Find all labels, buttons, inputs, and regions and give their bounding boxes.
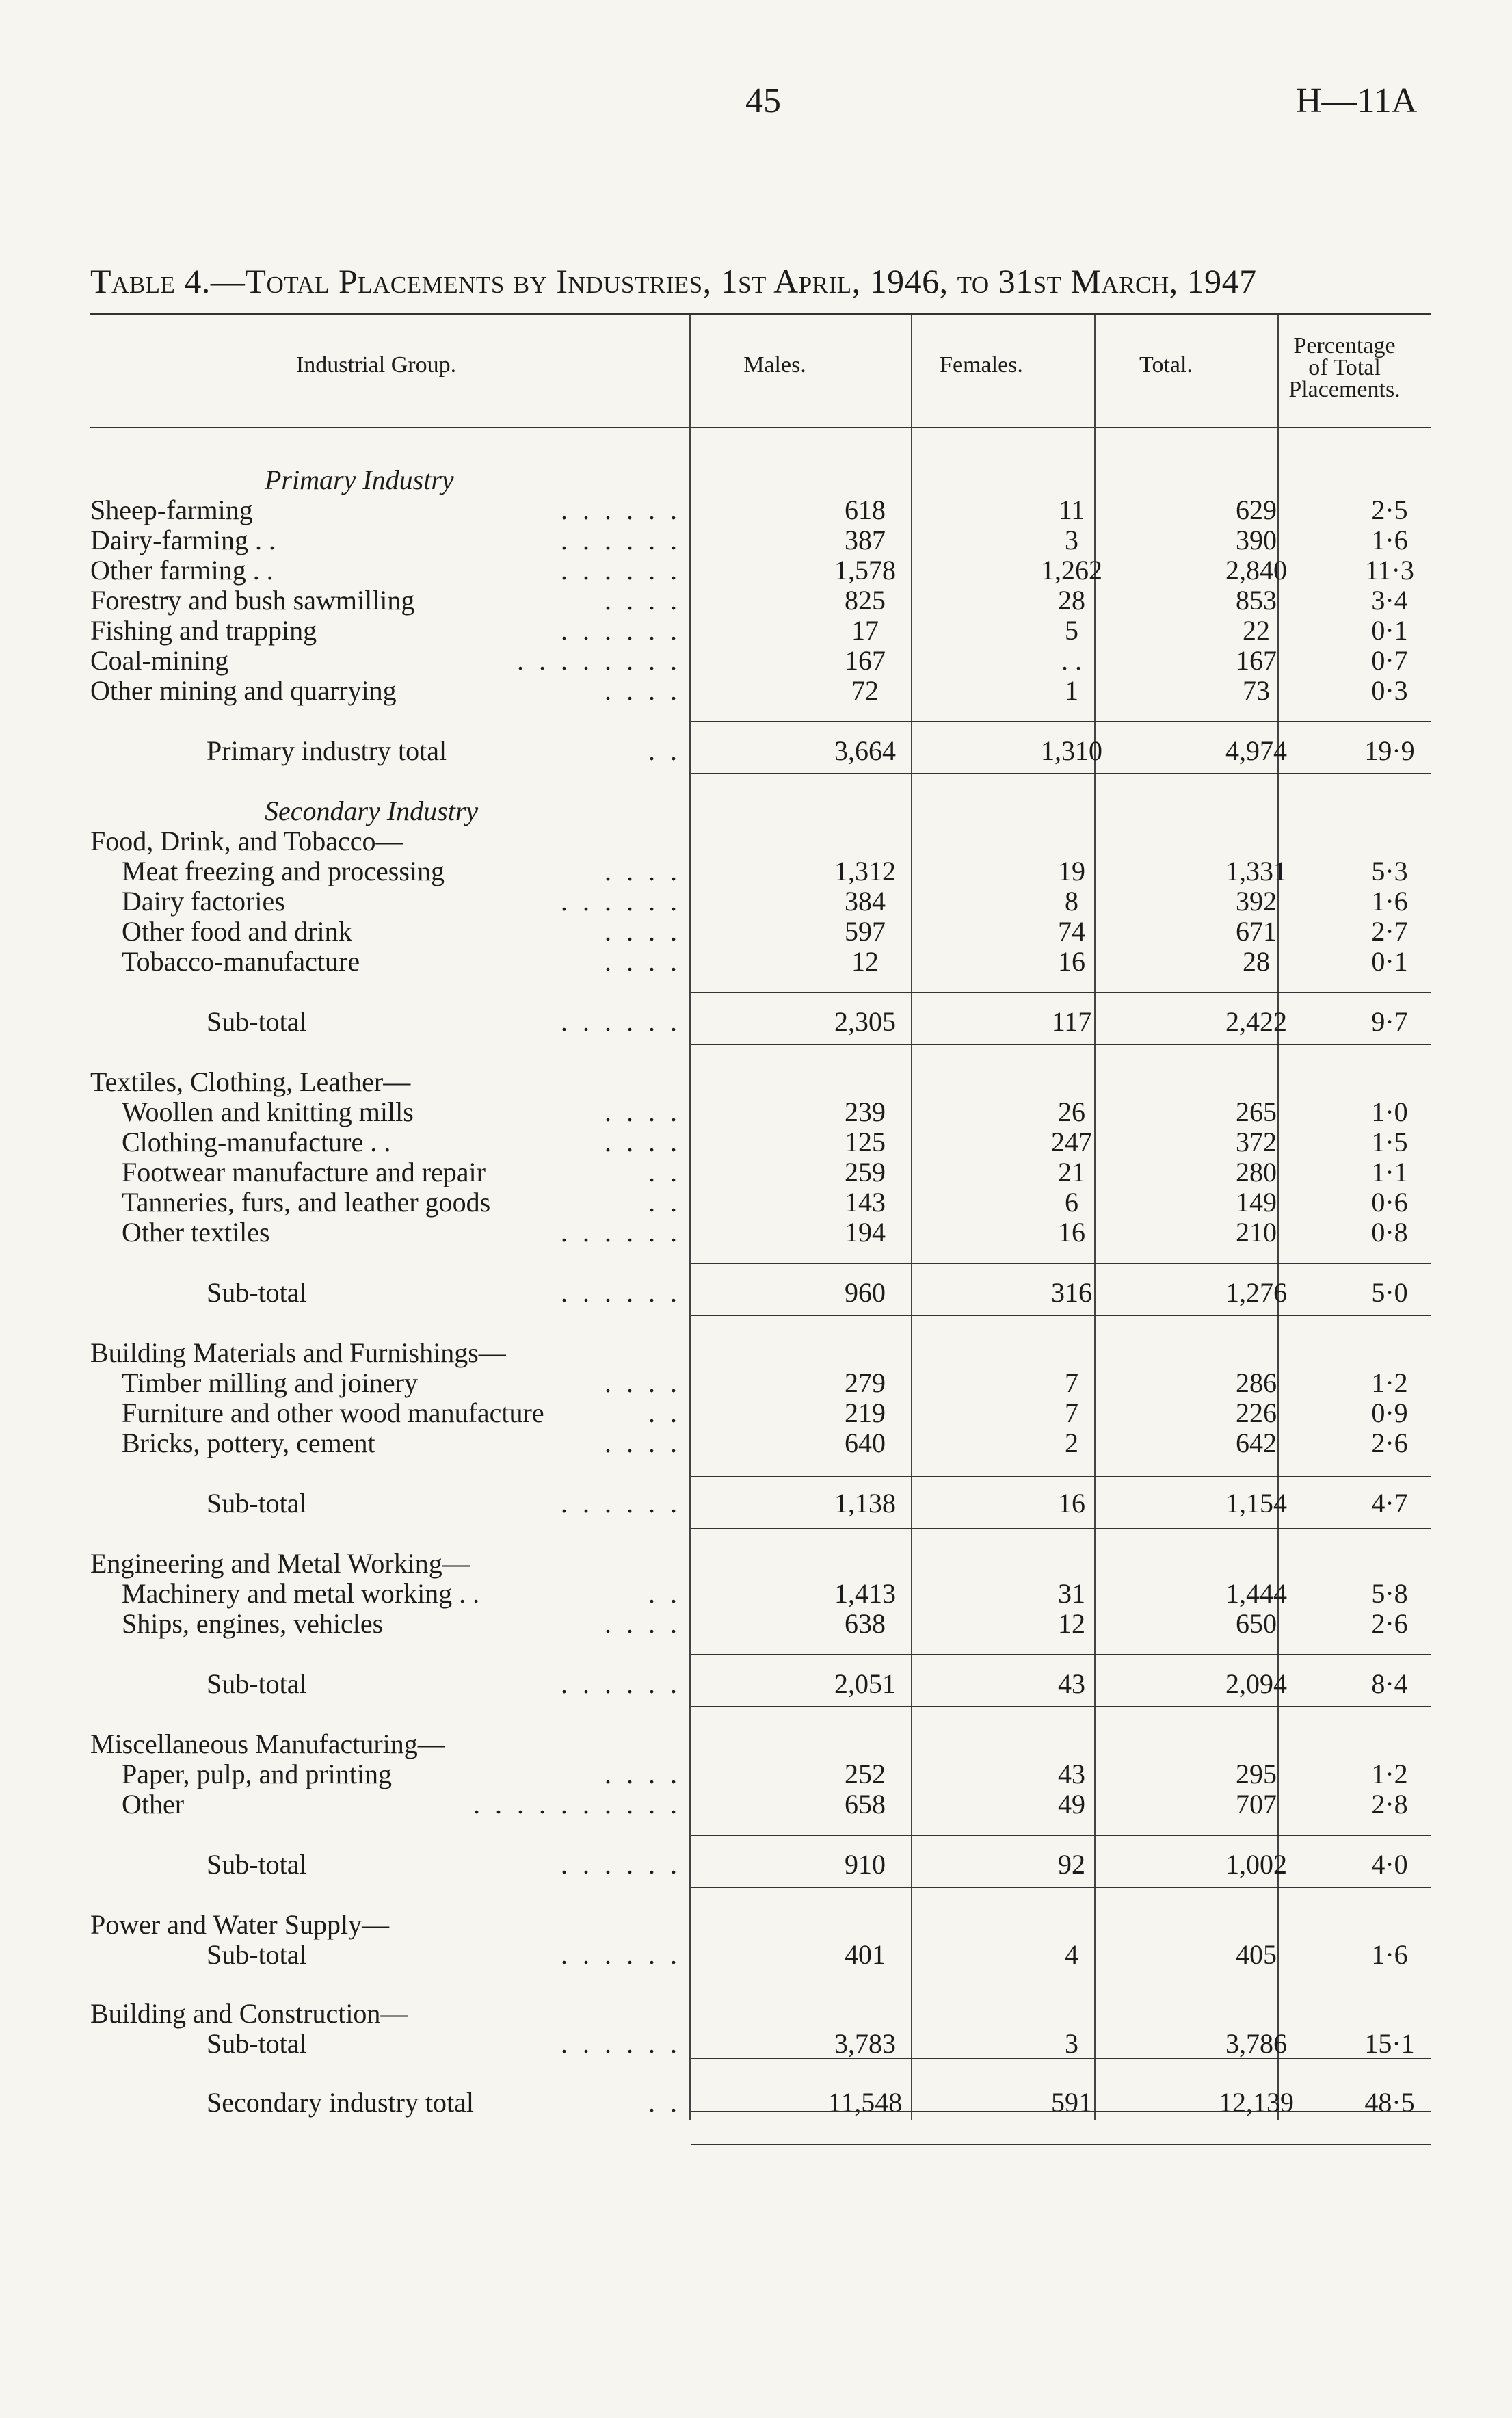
table-row — [90, 1609, 1431, 1639]
total-rule — [691, 2111, 1431, 2112]
row-label: Other mining and quarrying — [90, 675, 397, 706]
row-label: Primary industry total — [207, 735, 447, 766]
cell-percentage: 1·6 — [1371, 886, 1408, 917]
group-heading-row — [90, 826, 1431, 856]
column-header-females: Females. — [940, 352, 1023, 378]
table-row — [90, 1789, 1431, 1819]
group-heading-row — [90, 1999, 1431, 2029]
cell-males: 3,783 — [834, 2028, 896, 2059]
total-rule — [691, 2144, 1431, 2145]
cell-females: 92 — [1058, 1849, 1085, 1880]
group-heading-row — [90, 1067, 1431, 1097]
cell-males: 1,578 — [834, 555, 896, 586]
cell-percentage: 1·2 — [1371, 1367, 1408, 1398]
leader-dots: . . . . . . . . — [517, 645, 681, 676]
leader-dots: . . . . . . — [561, 1849, 681, 1880]
cell-females: 26 — [1058, 1096, 1085, 1127]
cell-percentage: 5·8 — [1371, 1578, 1408, 1609]
cell-females: 16 — [1058, 946, 1085, 977]
column-header-group: Industrial Group. — [295, 352, 457, 378]
cell-total: 149 — [1236, 1187, 1277, 1218]
cell-percentage: 0·7 — [1371, 645, 1408, 676]
leader-dots: . . . . . . — [561, 2028, 681, 2059]
table-row — [90, 886, 1431, 917]
cell-total: 1,002 — [1225, 1849, 1287, 1880]
cell-total: 210 — [1236, 1217, 1277, 1248]
row-label: Sub-total — [207, 1939, 307, 1970]
row-label: Primary Industry — [265, 464, 454, 495]
row-label: Sub-total — [207, 1668, 307, 1699]
table-row — [90, 2029, 1431, 2059]
table-row — [90, 736, 1431, 766]
cell-total: 265 — [1236, 1096, 1277, 1127]
cell-percentage: 9·7 — [1371, 1006, 1408, 1037]
cell-total: 2,094 — [1225, 1668, 1287, 1699]
leader-dots: . . . . — [605, 1127, 681, 1157]
cell-total: 1,154 — [1225, 1488, 1287, 1519]
row-label: Meat freezing and processing — [122, 856, 445, 886]
cell-percentage: 11·3 — [1365, 555, 1414, 586]
cell-males: 143 — [845, 1187, 886, 1218]
row-label: Sub-total — [207, 1277, 307, 1308]
leader-dots: . . . . . . — [561, 886, 681, 917]
leader-dots: . . . . — [605, 856, 681, 886]
row-label: Miscellaneous Manufacturing— — [90, 1729, 445, 1759]
cell-females: 43 — [1058, 1668, 1085, 1699]
cell-total: 3,786 — [1225, 2028, 1287, 2059]
row-label: Sheep-farming — [90, 495, 253, 525]
table-row — [90, 1940, 1431, 1970]
cell-percentage: 3·4 — [1371, 585, 1408, 616]
table-row — [90, 1850, 1431, 1880]
total-rule — [691, 1654, 1431, 1655]
leader-dots: . . . . . . — [561, 495, 681, 525]
leader-dots: . . — [648, 2087, 681, 2118]
cell-males: 401 — [845, 1939, 886, 1970]
cell-males: 825 — [845, 585, 886, 616]
cell-percentage: 15·1 — [1364, 2028, 1415, 2059]
cell-females: 591 — [1051, 2087, 1092, 2118]
cell-total: 73 — [1243, 675, 1270, 706]
table-title — [90, 261, 1431, 301]
table-row — [90, 1097, 1431, 1127]
cell-females: 16 — [1058, 1217, 1085, 1248]
cell-total: 671 — [1236, 916, 1277, 947]
cell-total: 1,331 — [1225, 856, 1287, 886]
cell-total: 286 — [1236, 1367, 1277, 1398]
table-row — [90, 676, 1431, 706]
cell-females: 74 — [1058, 916, 1085, 947]
cell-percentage: 1·1 — [1371, 1157, 1408, 1187]
cell-males: 1,413 — [834, 1578, 896, 1609]
table-row — [90, 856, 1431, 886]
cell-percentage: 2·5 — [1371, 495, 1408, 525]
row-label: Furniture and other wood manufacture — [122, 1397, 544, 1428]
cell-females: 21 — [1058, 1157, 1085, 1187]
cell-females: 49 — [1058, 1789, 1085, 1819]
cell-males: 219 — [845, 1397, 886, 1428]
cell-percentage: 0·9 — [1371, 1397, 1408, 1428]
cell-females: 28 — [1058, 585, 1085, 616]
leader-dots: . . — [648, 1187, 681, 1218]
table-row — [90, 1127, 1431, 1157]
cell-females: 7 — [1065, 1397, 1078, 1428]
table-row — [90, 646, 1431, 676]
row-label: Other — [122, 1789, 185, 1819]
cell-females: 3 — [1065, 2028, 1078, 2059]
group-heading-row — [90, 1910, 1431, 1940]
cell-females: 1,310 — [1041, 735, 1102, 766]
table-title-main: Total Placements by Industries, 1st April, 1946, to 31st March, 1947 — [245, 262, 1257, 300]
cell-males: 3,664 — [834, 735, 896, 766]
leader-dots: . . . . — [605, 1096, 681, 1127]
cell-males: 658 — [845, 1789, 886, 1819]
cell-females: 2 — [1065, 1428, 1078, 1458]
cell-percentage: 2·6 — [1371, 1428, 1408, 1458]
leader-dots: . . — [648, 1157, 681, 1187]
cell-females: 316 — [1051, 1277, 1092, 1308]
table-row — [90, 1669, 1431, 1699]
table-row — [90, 1759, 1431, 1789]
leader-dots: . . . . . . — [561, 1939, 681, 1970]
table-row — [90, 947, 1431, 977]
leader-dots: . . . . — [605, 916, 681, 947]
cell-males: 259 — [845, 1157, 886, 1187]
total-rule — [691, 2058, 1431, 2059]
cell-total: 853 — [1236, 585, 1277, 616]
table-row — [90, 495, 1431, 525]
column-header-males: Males. — [743, 352, 806, 378]
cell-percentage: 0·6 — [1371, 1187, 1408, 1218]
table-row — [90, 555, 1431, 586]
table-title-prefix: Table 4.— — [90, 262, 246, 300]
row-label: Tanneries, furs, and leather goods — [122, 1187, 491, 1218]
cell-total: 1,444 — [1225, 1578, 1287, 1609]
cell-total: 4,974 — [1225, 735, 1287, 766]
cell-percentage: 0·8 — [1371, 1217, 1408, 1248]
table-row — [90, 616, 1431, 646]
row-label: Footwear manufacture and repair — [122, 1157, 486, 1187]
total-rule — [691, 1044, 1431, 1045]
cell-females: 117 — [1051, 1006, 1092, 1037]
cell-males: 597 — [845, 916, 886, 947]
cell-females: 1 — [1065, 675, 1078, 706]
total-rule — [691, 1315, 1431, 1316]
cell-total: 707 — [1236, 1789, 1277, 1819]
leader-dots: . . . . . . — [561, 525, 681, 555]
row-label: Dairy-farming . . — [90, 525, 276, 555]
row-label: Other farming . . — [90, 555, 274, 586]
cell-percentage: 1·6 — [1371, 1939, 1408, 1970]
leader-dots: . . — [648, 1578, 681, 1609]
row-label: Textiles, Clothing, Leather— — [90, 1066, 411, 1097]
cell-females: 5 — [1065, 615, 1078, 646]
document-reference: H—11A — [1296, 81, 1418, 120]
leader-dots: . . — [648, 1397, 681, 1428]
cell-females: 16 — [1058, 1488, 1085, 1519]
leader-dots: . . . . . . — [561, 1488, 681, 1519]
cell-males: 194 — [845, 1217, 886, 1248]
cell-total: 392 — [1236, 886, 1277, 917]
cell-males: 239 — [845, 1096, 886, 1127]
cell-males: 252 — [845, 1759, 886, 1789]
cell-percentage: 4·7 — [1371, 1488, 1408, 1519]
table-row — [90, 1278, 1431, 1308]
cell-males: 387 — [845, 525, 886, 555]
cell-total: 372 — [1236, 1127, 1277, 1157]
total-rule — [691, 992, 1431, 993]
cell-percentage: 0·3 — [1371, 675, 1408, 706]
cell-females: 11 — [1058, 495, 1085, 525]
table-row — [90, 525, 1431, 555]
row-label: Paper, pulp, and printing — [122, 1759, 392, 1789]
table-top-rule — [90, 313, 1431, 315]
leader-dots: . . . . — [605, 585, 681, 616]
table-row — [90, 2088, 1431, 2118]
cell-percentage: 1·0 — [1371, 1096, 1408, 1127]
cell-percentage: 5·3 — [1371, 856, 1408, 886]
cell-total: 629 — [1236, 495, 1277, 525]
row-label: Food, Drink, and Tobacco— — [90, 826, 403, 856]
leader-dots: . . . . . . — [561, 1006, 681, 1037]
cell-percentage: 0·1 — [1371, 615, 1408, 646]
cell-females: 31 — [1058, 1578, 1085, 1609]
leader-dots: . . . . . . . . . . — [473, 1789, 681, 1819]
cell-total: 295 — [1236, 1759, 1277, 1789]
table-row — [90, 1157, 1431, 1187]
row-label: Timber milling and joinery — [122, 1367, 418, 1398]
cell-percentage: 2·8 — [1371, 1789, 1408, 1819]
table-row — [90, 1187, 1431, 1218]
total-rule — [691, 773, 1431, 774]
cell-females: 6 — [1065, 1187, 1078, 1218]
cell-males: 72 — [851, 675, 879, 706]
cell-females: 19 — [1058, 856, 1085, 886]
total-rule — [691, 1263, 1431, 1264]
cell-percentage: 5·0 — [1371, 1277, 1408, 1308]
leader-dots: . . — [648, 735, 681, 766]
leader-dots: . . . . — [605, 675, 681, 706]
cell-males: 638 — [845, 1608, 886, 1639]
cell-males: 640 — [845, 1428, 886, 1458]
cell-females: 4 — [1065, 1939, 1078, 1970]
header-bottom-rule — [90, 427, 1431, 428]
cell-females: 8 — [1065, 886, 1078, 917]
table-row — [90, 1579, 1431, 1609]
cell-total: 280 — [1236, 1157, 1277, 1187]
cell-males: 2,305 — [834, 1006, 896, 1037]
row-label: Clothing-manufacture . . — [122, 1127, 391, 1157]
cell-total: 12,139 — [1219, 2087, 1294, 2118]
cell-males: 167 — [845, 645, 886, 676]
row-label: Ships, engines, vehicles — [122, 1608, 384, 1639]
row-label: Secondary Industry — [265, 796, 479, 826]
leader-dots: . . . . . . — [561, 615, 681, 646]
cell-percentage: 19·9 — [1364, 735, 1415, 766]
cell-males: 125 — [845, 1127, 886, 1157]
row-label: Dairy factories — [122, 886, 285, 917]
cell-females: 7 — [1065, 1367, 1078, 1398]
column-header-total: Total. — [1139, 352, 1193, 378]
cell-females: 12 — [1058, 1608, 1085, 1639]
row-label: Sub-total — [207, 1006, 307, 1037]
cell-males: 11,548 — [827, 2087, 903, 2118]
leader-dots: . . . . . . — [561, 1668, 681, 1699]
row-label: Other food and drink — [122, 916, 352, 947]
row-label: Sub-total — [207, 1849, 307, 1880]
cell-percentage: 8·4 — [1371, 1668, 1408, 1699]
cell-males: 1,312 — [834, 856, 896, 886]
row-label: Other textiles — [122, 1217, 270, 1248]
table-row — [90, 586, 1431, 616]
cell-total: 2,840 — [1225, 555, 1287, 586]
cell-males: 2,051 — [834, 1668, 896, 1699]
cell-males: 17 — [851, 615, 879, 646]
cell-females: . . — [1061, 645, 1082, 676]
row-label: Tobacco-manufacture — [122, 946, 360, 977]
column-header-percentage-line1: Percentage — [1293, 333, 1396, 358]
total-rule — [691, 1835, 1431, 1836]
leader-dots: . . . . — [605, 1428, 681, 1458]
cell-total: 22 — [1243, 615, 1270, 646]
cell-females: 43 — [1058, 1759, 1085, 1789]
row-label: Engineering and Metal Working— — [90, 1548, 470, 1579]
total-rule — [691, 1476, 1431, 1477]
cell-males: 960 — [845, 1277, 886, 1308]
row-label: Bricks, pottery, cement — [122, 1428, 375, 1458]
cell-males: 618 — [845, 495, 886, 525]
cell-total: 2,422 — [1225, 1006, 1287, 1037]
cell-males: 910 — [845, 1849, 886, 1880]
cell-males: 1,138 — [834, 1488, 896, 1519]
cell-males: 279 — [845, 1367, 886, 1398]
section-heading-row — [90, 465, 1431, 495]
row-label: Sub-total — [207, 2028, 307, 2059]
column-header-percentage-line3: Placements. — [1288, 377, 1401, 402]
cell-percentage: 1·5 — [1371, 1127, 1408, 1157]
page-number: 45 — [745, 81, 781, 120]
table-row — [90, 1428, 1431, 1458]
cell-percentage: 1·6 — [1371, 525, 1408, 555]
leader-dots: . . . . . . — [561, 555, 681, 586]
section-heading-row — [90, 796, 1431, 826]
cell-total: 226 — [1236, 1397, 1277, 1428]
cell-percentage: 1·2 — [1371, 1759, 1408, 1789]
row-label: Coal-mining — [90, 645, 229, 676]
cell-total: 650 — [1236, 1608, 1277, 1639]
leader-dots: . . . . . . — [561, 1217, 681, 1248]
row-label: Machinery and metal working . . — [122, 1578, 480, 1609]
leader-dots: . . . . — [605, 946, 681, 977]
group-heading-row — [90, 1549, 1431, 1579]
cell-percentage: 48·5 — [1364, 2087, 1415, 2118]
cell-total: 405 — [1236, 1939, 1277, 1970]
total-rule — [691, 1528, 1431, 1529]
row-label: Forestry and bush sawmilling — [90, 585, 415, 616]
total-rule — [691, 721, 1431, 722]
cell-percentage: 0·1 — [1371, 946, 1408, 977]
group-heading-row — [90, 1338, 1431, 1368]
cell-total: 1,276 — [1225, 1277, 1287, 1308]
total-rule — [691, 1706, 1431, 1707]
cell-percentage: 2·6 — [1371, 1608, 1408, 1639]
leader-dots: . . . . . . — [561, 1277, 681, 1308]
cell-males: 384 — [845, 886, 886, 917]
cell-percentage: 2·7 — [1371, 916, 1408, 947]
table-row — [90, 917, 1431, 947]
row-label: Power and Water Supply— — [90, 1909, 390, 1940]
column-header-percentage-line2: of Total — [1308, 355, 1381, 380]
row-label: Woollen and knitting mills — [122, 1096, 414, 1127]
row-label: Sub-total — [207, 1488, 307, 1519]
table-row — [90, 1398, 1431, 1428]
group-heading-row — [90, 1729, 1431, 1759]
cell-females: 3 — [1065, 525, 1078, 555]
leader-dots: . . . . — [605, 1367, 681, 1398]
cell-females: 1,262 — [1041, 555, 1102, 586]
table-row — [90, 1218, 1431, 1248]
table-row — [90, 1488, 1431, 1519]
row-label: Building and Construction— — [90, 1998, 408, 2029]
column-header-percentage — [1258, 335, 1431, 401]
row-label: Building Materials and Furnishings— — [90, 1337, 506, 1368]
cell-total: 167 — [1236, 645, 1277, 676]
table-row — [90, 1368, 1431, 1398]
leader-dots: . . . . — [605, 1608, 681, 1639]
cell-males: 12 — [851, 946, 879, 977]
leader-dots: . . . . — [605, 1759, 681, 1789]
row-label: Secondary industry total — [207, 2087, 475, 2118]
cell-total: 390 — [1236, 525, 1277, 555]
row-label: Fishing and trapping — [90, 615, 317, 646]
total-rule — [691, 1887, 1431, 1888]
cell-females: 247 — [1051, 1127, 1092, 1157]
cell-total: 642 — [1236, 1428, 1277, 1458]
table-row — [90, 1007, 1431, 1037]
cell-percentage: 4·0 — [1371, 1849, 1408, 1880]
cell-total: 28 — [1243, 946, 1270, 977]
